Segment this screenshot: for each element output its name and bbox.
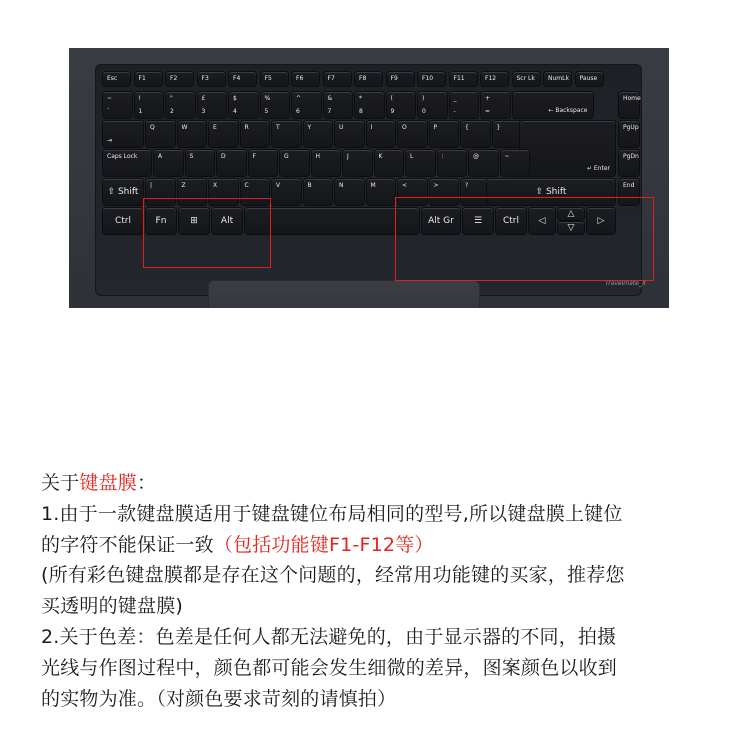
- key-4-shift-row: V: [272, 179, 301, 205]
- key-f9: F9: [387, 72, 414, 86]
- key-3-tab-row: R: [241, 121, 270, 147]
- key-1-shift-row: Z: [178, 179, 207, 205]
- key-11-tab-row: }: [493, 121, 522, 147]
- key-num-0: ~ `: [103, 92, 132, 118]
- heading-highlight: 键盘膜: [79, 472, 138, 494]
- key-num-4: $ 4: [229, 92, 258, 118]
- key-2-tab-row: E: [209, 121, 238, 147]
- key-num-12: + =: [481, 92, 510, 118]
- key-fn: Fn: [146, 208, 176, 234]
- key-home: Home: [619, 92, 639, 118]
- key-arrow-down: ▽: [558, 222, 584, 234]
- key-numlk: NumLk: [544, 72, 571, 86]
- key-space: [245, 208, 419, 234]
- key-ctrl-left: Ctrl: [103, 208, 143, 234]
- key-num-9: ( 9: [387, 92, 416, 118]
- key-6-shift-row: N: [335, 179, 364, 205]
- key-backspace: ← Backspace: [513, 92, 593, 118]
- note-2-line-2: 光线与作图过程中，颜色都可能会发生细微的差异，图案颜色以收到: [41, 656, 618, 679]
- key-1-tab-row: W: [178, 121, 207, 147]
- key-ctrl-right: Ctrl: [496, 208, 526, 234]
- key-9-tab-row: P: [430, 121, 459, 147]
- highlight-box-left: [143, 198, 271, 268]
- key-4-tab-row: T: [272, 121, 301, 147]
- note-aside-line-1: (所有彩色键盘膜都是存在这个问题的，经常用功能键的买家，推荐您: [41, 564, 625, 587]
- key-scr-lk: Scr Lk: [513, 72, 540, 86]
- key-4-home-row: G: [280, 150, 309, 176]
- key-f10: F10: [418, 72, 445, 86]
- key-num-11: _ -: [450, 92, 479, 118]
- key-f7: F7: [324, 72, 351, 86]
- key-f1: F1: [135, 72, 162, 86]
- note-1-line-1: 1.由于一款键盘膜适用于键盘键位布局相同的型号,所以键盘膜上键位: [41, 502, 623, 525]
- key-2-shift-row: X: [209, 179, 238, 205]
- key-num-10: ) 0: [418, 92, 447, 118]
- key-shift-right: ⇧ Shift: [487, 179, 615, 205]
- note-1-line-2: 的字符不能保证一致（包括功能键F1-F12等）: [41, 533, 434, 556]
- key-0-home-row: A: [154, 150, 183, 176]
- key-f2: F2: [166, 72, 193, 86]
- key-5-shift-row: B: [304, 179, 333, 205]
- key-10-tab-row: {: [461, 121, 490, 147]
- note-aside-line-2: 买透明的键盘膜): [41, 595, 184, 618]
- key-6-tab-row: U: [335, 121, 364, 147]
- key-f11: F11: [450, 72, 477, 86]
- key-f8: F8: [355, 72, 382, 86]
- notes-heading: 关于键盘膜：: [41, 472, 157, 494]
- key-esc: Esc: [103, 72, 130, 86]
- key-8-home-row: L: [406, 150, 435, 176]
- touchpad: [208, 280, 480, 308]
- key-10-home-row: @: [469, 150, 498, 176]
- key-0-shift-row: |: [146, 179, 175, 205]
- key-8-tab-row: O: [398, 121, 427, 147]
- key-5-tab-row: Y: [304, 121, 333, 147]
- key-arrow-up: △: [558, 208, 584, 220]
- key-6-home-row: J: [343, 150, 372, 176]
- key-alt: Alt: [212, 208, 242, 234]
- note-2-line-3: 的实物为准。（对颜色要求苛刻的请慎拍）: [41, 687, 397, 710]
- key-tab: ⇥: [103, 121, 143, 147]
- key-1-home-row: S: [186, 150, 215, 176]
- key-f6: F6: [292, 72, 319, 86]
- key-f4: F4: [229, 72, 256, 86]
- key-8-shift-row: <: [398, 179, 427, 205]
- key-num-7: & 7: [324, 92, 353, 118]
- key-num-6: ^ 6: [292, 92, 321, 118]
- key-num-1: ! 1: [135, 92, 164, 118]
- key-windows: ⊞: [179, 208, 209, 234]
- key-shift-left: ⇧ Shift: [103, 179, 143, 205]
- key-altgr: Alt Gr: [422, 208, 460, 234]
- key-11-home-row: ~: [501, 150, 530, 176]
- key-pause: Pause: [576, 72, 603, 86]
- key-arrow-right: ▷: [587, 208, 615, 234]
- note-1-highlight: （包括功能键F1-F12等）: [213, 533, 434, 556]
- note-2-line-1: 2.关于色差：色差是任何人都无法避免的，由于显示器的不同，拍摄: [41, 625, 617, 648]
- notes-text: [41, 468, 721, 714]
- key-pgdn: PgDn: [619, 150, 639, 176]
- key-f5: F5: [261, 72, 288, 86]
- key-9-shift-row: >: [430, 179, 459, 205]
- key-5-home-row: H: [312, 150, 341, 176]
- key-arrow-left: ◁: [529, 208, 555, 234]
- key-10-shift-row: ?: [461, 179, 490, 205]
- key-enter: ↵ Enter: [520, 121, 615, 176]
- key-2-home-row: D: [217, 150, 246, 176]
- key-pgup: PgUp: [619, 121, 639, 147]
- highlight-box-right: [395, 197, 654, 281]
- key-f3: F3: [198, 72, 225, 86]
- key-num-8: * 8: [355, 92, 384, 118]
- key-3-home-row: F: [249, 150, 278, 176]
- key-7-shift-row: M: [367, 179, 396, 205]
- key-num-3: £ 3: [198, 92, 227, 118]
- key-7-home-row: K: [375, 150, 404, 176]
- key-menu: ☰: [463, 208, 493, 234]
- key-7-tab-row: I: [367, 121, 396, 147]
- key-0-tab-row: Q: [146, 121, 175, 147]
- key-caps-lock: Caps Lock: [103, 150, 151, 176]
- key-num-5: % 5: [261, 92, 290, 118]
- key-f12: F12: [481, 72, 508, 86]
- key-9-home-row: :: [438, 150, 467, 176]
- brand-mark: Travelmate_X: [605, 280, 646, 287]
- key-num-2: " 2: [166, 92, 195, 118]
- key-end: End: [619, 179, 639, 205]
- key-3-shift-row: C: [241, 179, 270, 205]
